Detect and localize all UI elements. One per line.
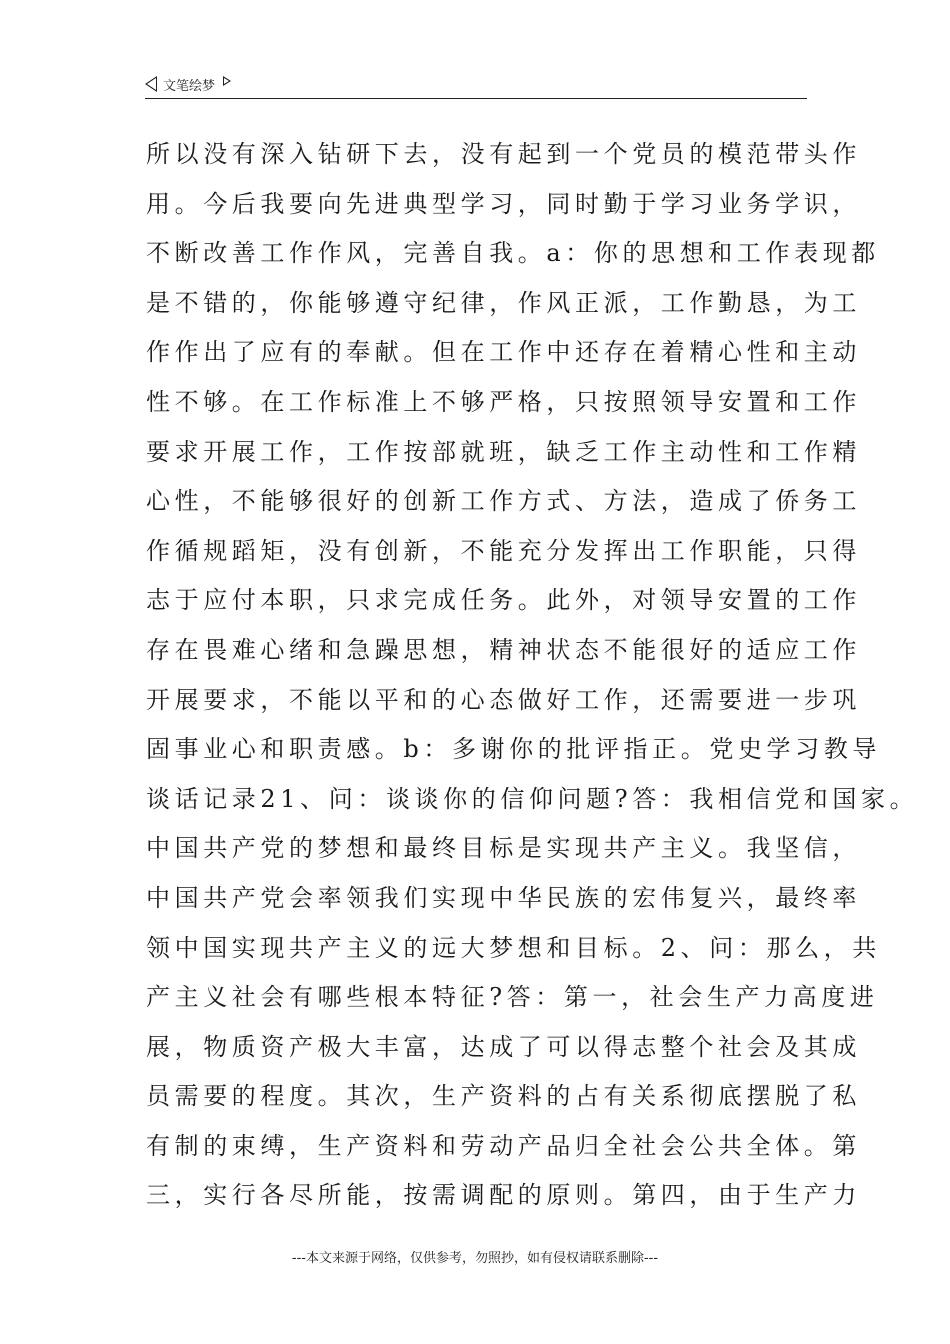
page-header [145,72,231,96]
body-line: 展，物质资产极大丰富，达成了可以得志整个社会及其成 [146,1032,861,1061]
body-line: 性不够。在工作标准上不够严格，只按照领导安置和工作 [146,387,861,416]
body-line: 产主义社会有哪些根本特征?答：第一，社会生产力高度进 [146,983,879,1012]
header-divider [145,98,807,99]
body-line: 志于应付本职，只求完成任务。此外，对领导安置的工作 [146,586,861,615]
body-line: 要求开展工作，工作按部就班，缺乏工作主动性和工作精 [146,437,861,466]
body-line: 员需要的程度。其次，生产资料的占有关系彻底摆脱了私 [146,1082,861,1111]
body-line: 中国共产党的梦想和最终目标是实现共产主义。我坚信， [146,834,861,863]
body-line: 存在畏难心绪和急躁思想，精神状态不能很好的适应工作 [146,635,861,664]
body-line: 不断改善工作作风，完善自我。a：你的思想和工作表现都 [146,239,880,268]
body-line: 领中国实现共产主义的远大梦想和目标。2、问：那么，共 [146,933,881,962]
footer-notice: ---本文来源于网络，仅供参考，勿照抄，如有侵权请联系删除--- [291,1251,659,1266]
body-line: 有制的束缚，生产资料和劳动产品归全社会公共全体。第 [146,1131,861,1160]
document-body [146,130,919,1221]
body-line: 所以没有深入钻研下去，没有起到一个党员的模范带头作 [146,140,861,168]
body-line: 心性，不能够很好的创新工作方式、方法，造成了侨务工 [146,487,861,516]
body-line: 开展要求，不能以平和的心态做好工作，还需要进一步巩 [146,685,861,714]
body-line: 固事业心和职责感。b：多谢你的批评指正。党史学习教导 [146,735,881,764]
triangle-left-icon [145,76,157,92]
triangle-right-icon [223,76,231,86]
body-line: 作循规蹈矩，没有创新，不能充分发挥出工作职能，只得 [146,536,861,565]
header-title: 文笔绘梦 [163,78,216,94]
body-line: 作作出了应有的奉献。但在工作中还存在着精心性和主动 [146,338,861,367]
body-line: 谈话记录21、问：谈谈你的信仰问题?答：我相信党和国家。 [146,784,919,813]
body-line: 用。今后我要向先进典型学习，同时勤于学习业务学识， [146,189,861,218]
body-line: 是不错的，你能够遵守纪律，作风正派，工作勤恳，为工 [146,288,861,317]
body-line: 三，实行各尽所能，按需调配的原则。第四，由于生产力 [146,1181,861,1210]
body-line: 中国共产党会率领我们实现中华民族的宏伟复兴，最终率 [146,883,861,912]
